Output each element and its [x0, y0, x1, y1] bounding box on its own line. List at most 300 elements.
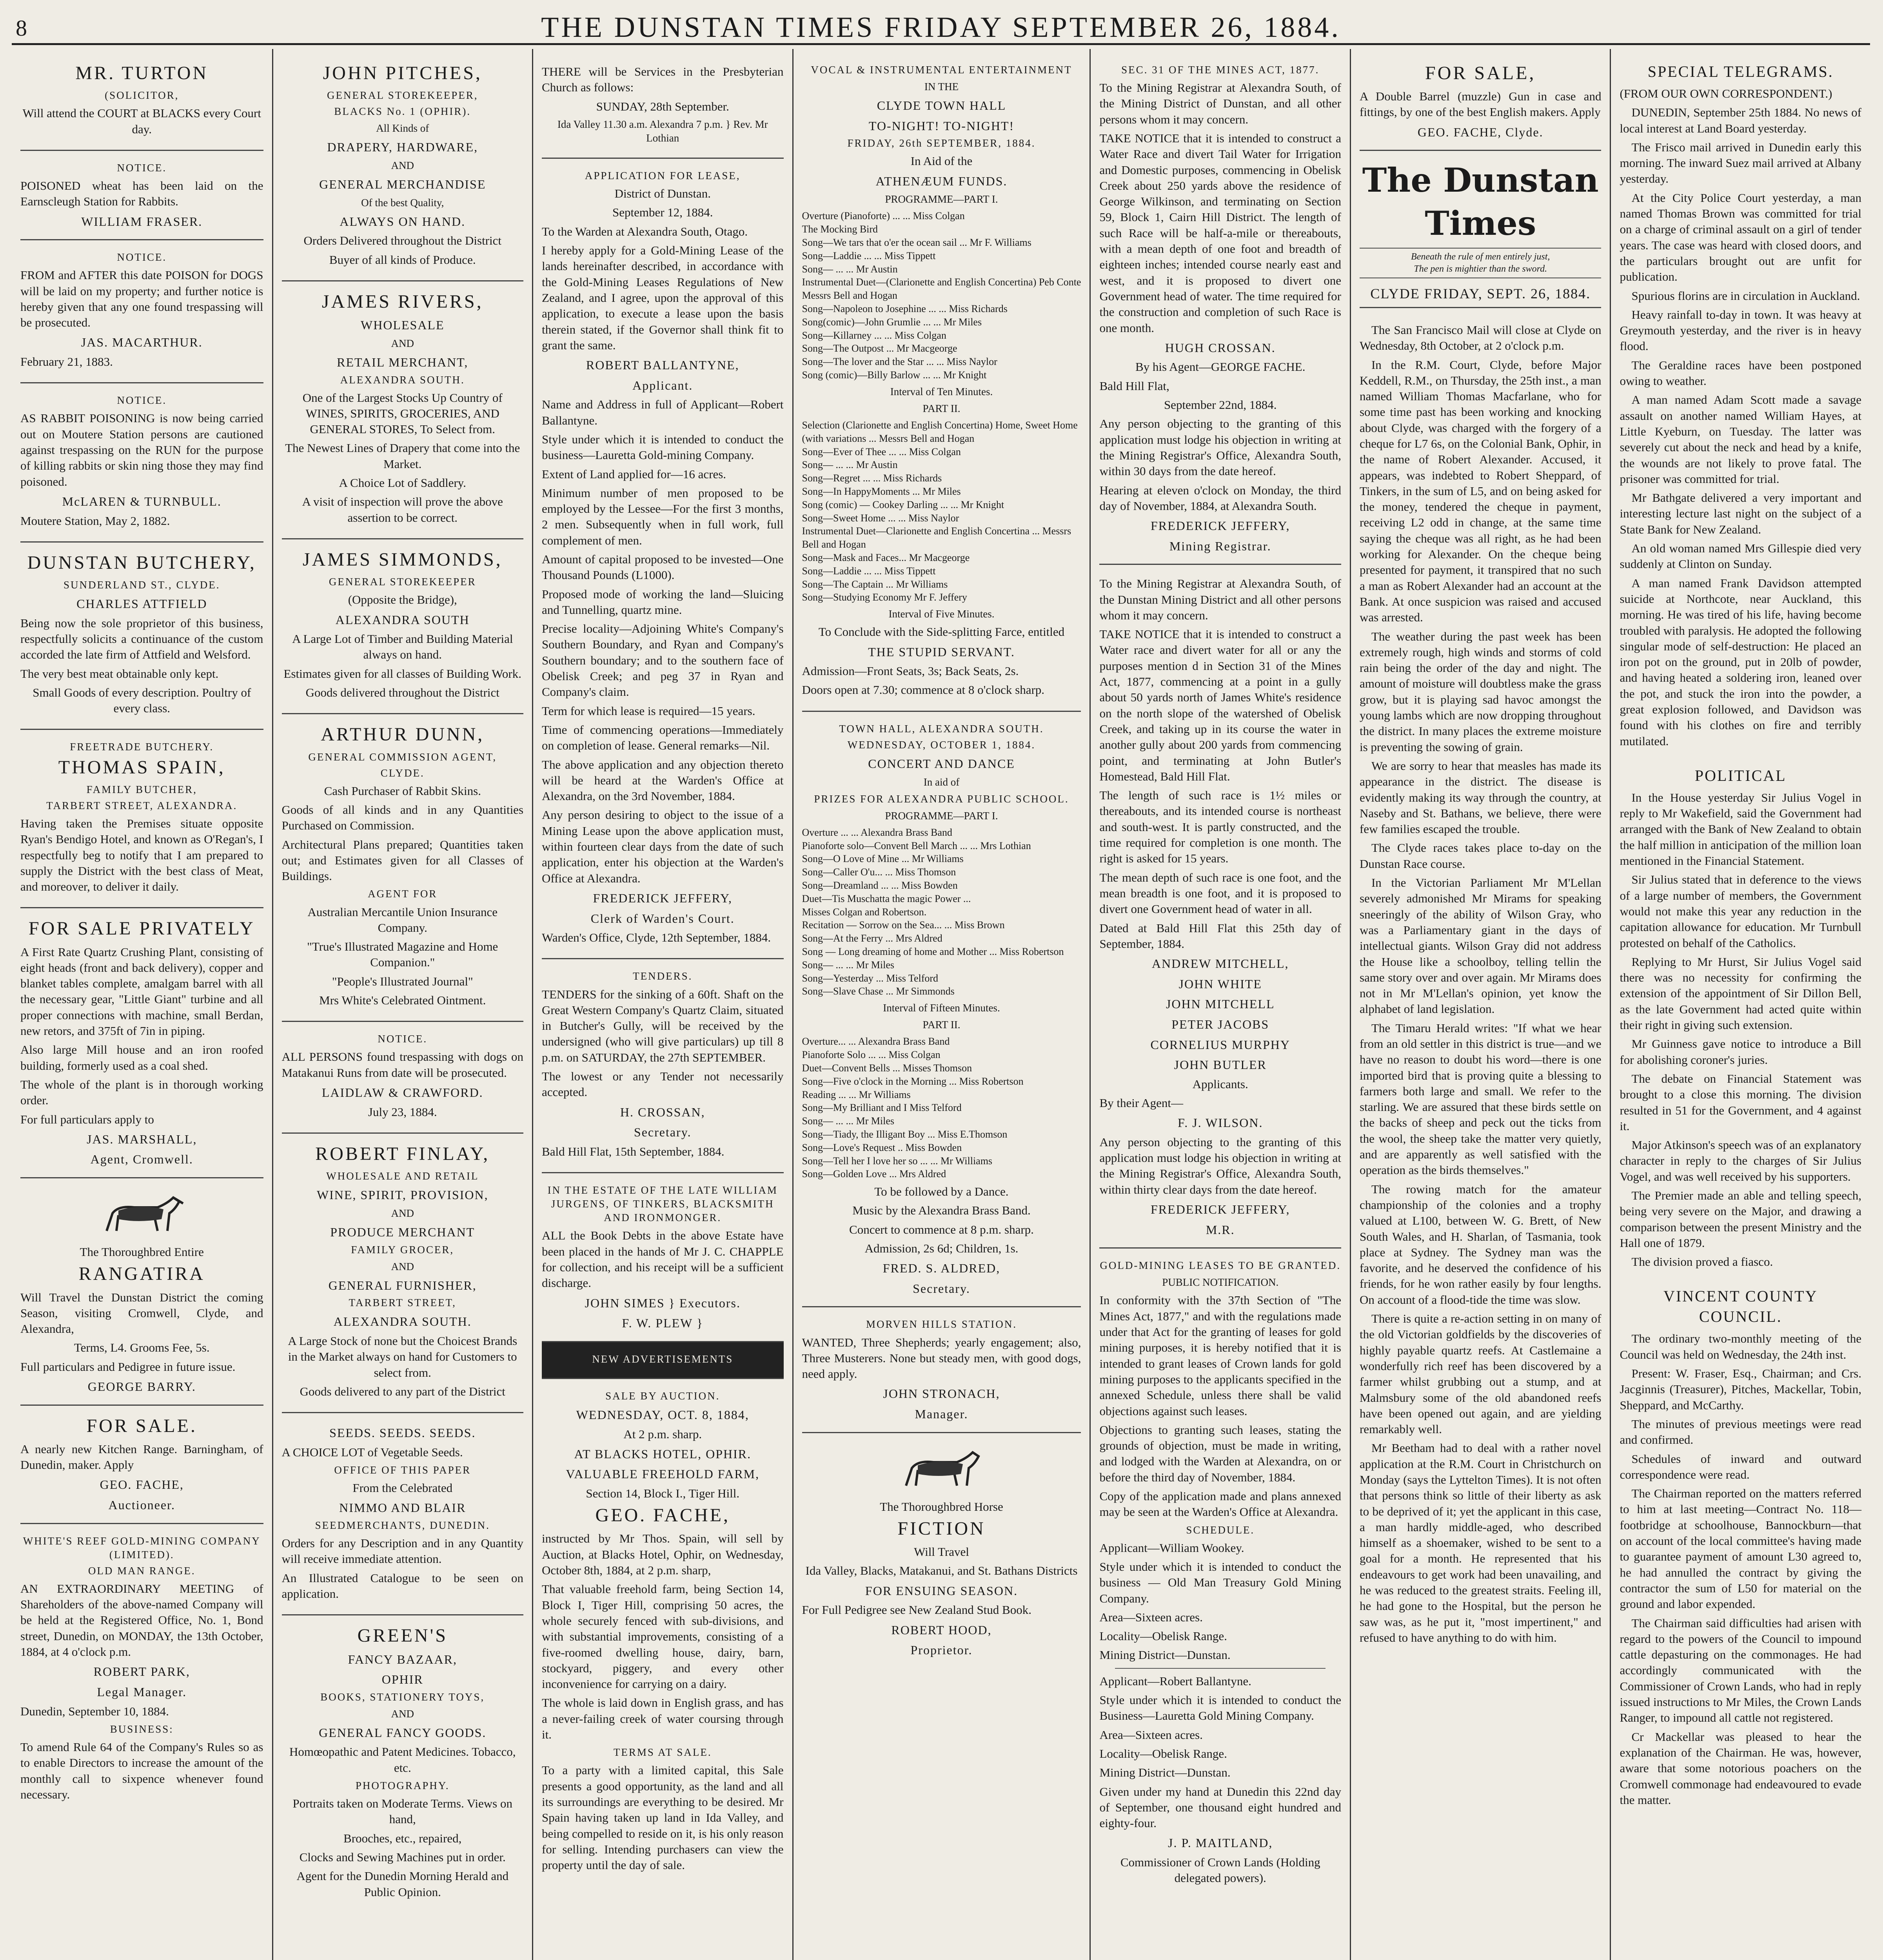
motto-line: Beneath the rule of men entirely just,: [1411, 251, 1550, 262]
ad-heading: FOR SALE.: [86, 1415, 197, 1436]
ad-text: AND: [391, 1207, 414, 1219]
ad-text: AND: [391, 1260, 414, 1272]
ad-subheading: TERMS AT SALE.: [613, 1746, 712, 1759]
ad-heading: SEEDS. SEEDS. SEEDS.: [329, 1426, 476, 1440]
editorial-dateline: CLYDE FRIDAY, SEPT. 26, 1884.: [1360, 285, 1602, 308]
programme-item: Song—Tiady, the Illigant Boy ... Miss E.Thomson: [802, 1128, 1008, 1140]
ad-text: THERE will be Services in the Presbyterian Church as follows:: [542, 65, 784, 94]
ad-text: The Thoroughbred Horse: [880, 1499, 1003, 1514]
column-4: [792, 49, 1090, 1960]
ad-text: The length of such race is 1½ miles or thereabouts, and its intended course is northeast and south-west. It is partly constructed, and the time required for completion is one month. The right is asked for 15 years.: [1099, 788, 1341, 866]
ad-heading: VOCAL & INSTRUMENTAL ENTERTAINMENT: [811, 64, 1072, 76]
ad-text: Buyer of all kinds of Produce.: [329, 252, 476, 267]
ad-signature: J. P. MAITLAND,: [1168, 1836, 1273, 1850]
concert-programme-part-2: [802, 1035, 1081, 1181]
ad-text: In aid of: [923, 776, 960, 788]
ad-text: A Double Barrel (muzzle) Gun in case and fittings, by one of the best English makers. Apply: [1359, 89, 1602, 119]
ad-subheading: OLD MAN RANGE.: [88, 1564, 196, 1577]
ad-subheading: GENERAL COMMISSION AGENT,: [308, 751, 497, 763]
ad-signature: F. J. WILSON.: [1177, 1116, 1263, 1130]
ad-for-sale-gun: [1360, 53, 1602, 151]
ad-water-race-mitchell: [1099, 565, 1341, 1249]
ad-text: TAKE NOTICE that it is intended to construct a Water race and divert water for all or any the purposes mention d in Section 31 of the Mines Act, 1877, commencing at a point in a gully about 50 yards north of James White's residence on the north slope of the watershed of Obelisk Creek, and taking up in its course the water in another gully about 200 yards from commencing point, and terminating at John Butler's Homestead, Bald Hill Flat.: [1099, 627, 1341, 783]
ad-name: CHARLES ATTFIELD: [76, 597, 207, 611]
ad-text: The above application and any objection thereto will be heard at the Warden's Office at Alexandra, on the 3rd November, 1884.: [542, 757, 784, 803]
motto-line: The pen is mightier than the sword.: [1414, 263, 1547, 274]
ad-text: ALL PERSONS found trespassing with dogs on Matakanui Runs from date will be prosecuted.: [281, 1050, 524, 1080]
ad-text: Objections to granting such leases, stating the grounds of objection, must be made in writing, and lodged with the Warden at Alexandra, on or before the third day of November, 1884.: [1099, 1423, 1341, 1484]
ad-text: "People's Illustrated Journal": [332, 974, 473, 988]
ad-text: Cash Purchaser of Rabbit Skins.: [324, 784, 481, 798]
ad-text: Applicant—Robert Ballantyne.: [1099, 1674, 1251, 1688]
ad-heading: APPLICATION FOR LEASE,: [585, 170, 741, 182]
ad-signature: M.R.: [1206, 1222, 1235, 1237]
programme-item: Song — Long dreaming of home and Mother ... Miss Robertson: [802, 946, 1064, 957]
programme-item: Song—Napoleon to Josephine ... ... Miss Richards: [802, 303, 1008, 315]
ad-text: District of Dunstan.: [614, 187, 711, 201]
ad-text: Terms, L4. Grooms Fee, 5s.: [74, 1341, 210, 1355]
ad-text: Orders Delivered throughout the District: [303, 234, 501, 248]
ad-signature: JOHN SIMES } Executors.: [585, 1296, 741, 1310]
ad-text: A First Rate Quartz Crushing Plant, consisting of eight heads (front and back delivery), copper and blanket tables complete, amalgam barrel with all the necessary gear, "Little Giant" turbine and all proper connections with machine, small Berdan, new retors, and 375ft of 7in in piping.: [20, 945, 263, 1038]
newspaper-masthead: The Dunstan Times: [1362, 161, 1599, 243]
programme-item: Song—Sweet Home ... ... Miss Naylor: [802, 512, 959, 524]
page-number: 8: [16, 15, 27, 41]
ad-signature: ROBERT BALLANTYNE,: [586, 358, 739, 372]
programme-item: Song (comic) — Cookey Darling ... ... Mr Knight: [802, 499, 1004, 510]
ad-subheading: SUNDERLAND ST., CLYDE.: [63, 579, 220, 591]
ad-text: To Conclude with the Side-splitting Farce, entitled: [818, 625, 1065, 639]
ad-heading: JOHN PITCHES,: [323, 63, 482, 83]
ad-tenders: [542, 959, 784, 1173]
ad-heading: MR. TURTON: [75, 63, 209, 83]
programme-item: Overture... ... Alexandra Brass Band: [802, 1036, 950, 1047]
programme-item: Song—Laddie ... ... Miss Tippett: [802, 565, 936, 577]
ad-address: TARBERT STREET, ALEXANDRA.: [46, 799, 238, 811]
ad-text: Mrs White's Celebrated Ointment.: [319, 993, 486, 1007]
programme-item: Song—Killarney ... ... Miss Colgan: [802, 329, 946, 341]
news-paragraph: A man named Adam Scott made a savage assault on another named William Hayes, at Little Kyeburn, on Tuesday. The latter was severely cut about the neck and head by a knife, the wounds are not likely to prove fatal. The prisoner was committed for trial.: [1620, 393, 1861, 486]
programme-item: Song—The Captain ... Mr Williams: [802, 578, 948, 590]
ad-date: Dunedin, September 10, 1884.: [20, 1704, 169, 1718]
ad-signature: Commissioner of Crown Lands (Holding delegated powers).: [1120, 1855, 1320, 1885]
ad-text: Full particulars and Pedigree in future issue.: [20, 1359, 236, 1374]
ad-seeds: [282, 1413, 524, 1615]
ad-heading: FREETRADE BUTCHERY.: [70, 741, 214, 753]
ad-signature: GEORGE BARRY.: [87, 1379, 196, 1394]
ad-text: Style under which it is intended to conduct the Business—Lauretta Gold Mining Company.: [1099, 1693, 1341, 1723]
news-paragraph: Heavy rainfall to-day in town. It was heavy at Greymouth yesterday, and the river is in heavy flood.: [1620, 307, 1861, 353]
ad-water-race-crossan: [1099, 53, 1341, 565]
ad-heading: NOTICE.: [378, 1033, 428, 1045]
programme-item: Overture ... ... Alexandra Brass Band: [802, 826, 952, 838]
ad-subheading: CONCERT AND DANCE: [868, 756, 1015, 771]
ad-text: By their Agent—: [1099, 1096, 1184, 1110]
programme-item: Selection (Clarionette and English Concertina) Home, Sweet Home (with variations ... Messrs Bell and Hogan: [802, 419, 1078, 444]
ad-signature: WILLIAM FRASER.: [81, 214, 203, 229]
news-paragraph: The Chairman reported on the matters referred to him at last meeting—Contract No. 118—footbridge at schoolhouse, Bannockburn—that on account of the local committee's having made to guarantee payment of amount L30 agreed to, he had annulled the contract by giving the contractor the sum of L50 for material on the ground and labor expended.: [1620, 1486, 1861, 1611]
ad-text: Concert to commence at 8 p.m. sharp.: [849, 1222, 1034, 1236]
ad-text: Homœopathic and Patent Medicines. Tobacco, etc.: [289, 1745, 516, 1775]
programme-item: Duet—Convent Bells ... Misses Thomson: [802, 1062, 972, 1074]
news-paragraph: Mr Bathgate delivered a very important and interesting lecture last night on the subject of a State Bank for New Zealand.: [1620, 491, 1861, 536]
ad-date: WEDNESDAY, OCT. 8, 1884,: [576, 1407, 749, 1422]
horse-illustration-icon: [894, 1446, 988, 1494]
ad-subheading: BUSINESS:: [110, 1723, 174, 1735]
programme-part-1: [802, 209, 1081, 381]
ad-text: Precise locality—Adjoining White's Company's Southern Boundary, and Ryan and Company's Southern boundary; and to the southern face of Obelisk Creek; and peg 37 in Ryan and Company's claim.: [542, 622, 784, 699]
ad-text: Small Goods of every description. Poultry of every class.: [33, 685, 251, 715]
ad-signature: McLAREN & TURNBULL.: [62, 494, 222, 508]
ad-text: PRODUCE MERCHANT: [330, 1225, 475, 1239]
ad-heading: SEC. 31 OF THE MINES ACT, 1877.: [1121, 64, 1320, 76]
ad-text: A Choice Lot of Saddlery.: [339, 476, 466, 490]
ad-heading: FICTION: [897, 1518, 986, 1539]
ad-text: Clocks and Sewing Machines put in order.: [299, 1850, 506, 1864]
ad-text: The Thoroughbred Entire: [80, 1245, 204, 1259]
ad-text: Having taken the Premises situate opposite Ryan's Bendigo Hotel, and known as O'Regan's, I respectfully beg to notify that I am prepared to supply the District with the best class of Meat, and moreover, to deliver it daily.: [20, 816, 263, 894]
section-banner: NEW ADVERTISEMENTS: [592, 1353, 734, 1365]
news-paragraph: Major Atkinson's speech was of an explanatory character in reply to the charges of Sir Julius Vogel, and was well received by his supporters.: [1620, 1138, 1861, 1183]
ad-text: Mining District—Dunstan.: [1099, 1766, 1231, 1780]
news-paragraph: The Chairman said difficulties had arisen with regard to the powers of the Council to impound cattle depasturing on the commonages. He had accordingly communicated with the Commissioner of Crown Lands, who had in reply issued instructions to Mr Miles, the Crown Lands Ranger, to impound all cattle not registered.: [1620, 1616, 1861, 1725]
ad-subheading: TO-NIGHT! TO-NIGHT!: [868, 118, 1015, 133]
programme-item: Song—Slave Chase ... Mr Simmonds: [802, 985, 955, 997]
news-paragraph: An old woman named Mrs Gillespie died very suddenly at Clinton on Sunday.: [1620, 541, 1861, 571]
ad-signature: Secretary.: [913, 1281, 970, 1296]
ad-text: To a party with a limited capital, this Sale presents a good opportunity, as the land and all its surroundings are everything to be desired. Mr Spain having taken up land in Ida Valley, and being compelled to reside on it, is his only reason for selling. Intending purchasers can view the property until the day of sale.: [542, 1763, 784, 1872]
ad-text: Mining District—Dunstan.: [1099, 1648, 1231, 1662]
ad-address: TARBERT STREET,: [349, 1297, 456, 1309]
ad-subheading: ATHENÆUM FUNDS.: [875, 174, 1008, 188]
applicant-name: JOHN WHITE: [1178, 976, 1262, 991]
ad-signature: FREDERICK JEFFERY,: [1150, 519, 1290, 533]
ad-heading: ROBERT FINLAY,: [315, 1143, 490, 1164]
programme-item: Song— ... ... Mr Miles: [802, 1115, 894, 1127]
programme-item: Song—Love's Request .. Miss Bowden: [802, 1142, 962, 1153]
ad-subheading: FOR ENSUING SEASON.: [865, 1583, 1018, 1598]
ad-text: Ida Valley, Blacks, Matakanui, and St. Bathans Districts: [805, 1564, 1078, 1578]
ad-text: Portraits taken on Moderate Terms. Views on hand,: [292, 1797, 512, 1826]
ad-vocal-entertainment: [802, 53, 1081, 712]
news-paragraph: The San Francisco Mail will close at Clyde on Wednesday, 8th October, at 2 o'clock p.m.: [1359, 323, 1602, 353]
columns: [12, 49, 1870, 1960]
ad-text: By his Agent—GEORGE FACHE.: [1135, 360, 1306, 374]
ad-for-sale-privately: [20, 908, 263, 1178]
ad-heading: IN THE ESTATE OF THE LATE WILLIAM JURGENS, OF TINKERS, BLACKSMITH AND IRONMONGER.: [547, 1184, 778, 1224]
ad-text: The lowest or any Tender not necessarily accepted.: [542, 1069, 784, 1099]
ad-subheading: PUBLIC NOTIFICATION.: [1162, 1276, 1279, 1289]
ad-heading: GREEN'S: [357, 1625, 448, 1646]
column-1: [12, 49, 272, 1960]
ad-text: (Opposite the Bridge),: [348, 593, 457, 607]
ad-fiction-horse: [802, 1433, 1081, 1668]
ad-signature: JAS. MARSHALL,: [87, 1132, 197, 1146]
programme-item: Song—Ever of Thee ... ... Miss Colgan: [802, 446, 961, 457]
ad-text: For Full Pedigree see New Zealand Stud Book.: [802, 1603, 1031, 1617]
programme-heading: PART II.: [922, 402, 961, 414]
applicant-name: JOHN BUTLER: [1174, 1058, 1267, 1072]
news-paragraph: Schedules of inward and outward correspondence were read.: [1620, 1452, 1861, 1481]
ad-notice-poison-wheat: [20, 151, 263, 240]
ad-text: One of the Largest Stocks Up Country of WINES, SPIRITS, GROCERIES, AND GENERAL STORES, To Select from.: [302, 390, 503, 436]
ad-text: Any person objecting to the granting of this application must lodge his objection in writing at the Mining Registrar's Office, Alexandra South, within 30 days from the date hereof.: [1099, 417, 1341, 478]
ad-subheading: WHOLESALE: [361, 318, 445, 332]
ad-signature: Applicant.: [632, 378, 693, 392]
ad-heading: TOWN HALL, ALEXANDRA SOUTH.: [839, 722, 1044, 735]
ad-text: To the Mining Registrar at Alexandra South, of the Mining District of Dunstan, and all other persons whom it may concern.: [1099, 81, 1341, 126]
programme-item: Song— ... ... Mr Austin: [802, 459, 898, 471]
ad-signature: Proprietor.: [910, 1643, 973, 1657]
ad-text: instructed by Mr Thos. Spain, will sell by Auction, at Blacks Hotel, Ophir, on Wednesday, October 8th, 1884, at 2 p.m. sharp,: [542, 1532, 784, 1577]
ad-rangatira: [20, 1178, 263, 1406]
ad-gold-mining-leases: [1099, 1249, 1341, 1898]
ad-subheading: PRIZES FOR ALEXANDRA PUBLIC SCHOOL.: [814, 793, 1069, 805]
ad-text: To be followed by a Dance.: [874, 1185, 1009, 1199]
programme-item: Song— ... ... Mr Miles: [802, 959, 894, 971]
ad-text: Agent for the Dunedin Morning Herald and Public Opinion.: [296, 1869, 509, 1899]
ad-subheading: CLYDE TOWN HALL: [877, 98, 1006, 113]
ad-text: Style under which it is intended to conduct the business — Old Man Treasury Gold Mining Company.: [1099, 1559, 1341, 1605]
ad-text: Music by the Alexandra Brass Band.: [852, 1203, 1031, 1218]
ad-text: Interval of Five Minutes.: [888, 608, 995, 620]
ad-subheading: (SOLICITOR,: [105, 89, 179, 102]
ad-text: Goods delivered to any part of the District: [300, 1384, 505, 1398]
news-paragraph: In the R.M. Court, Clyde, before Major Keddell, R.M., on Thursday, the 25th inst., a man named William Thomas Macfarlane, who for some time past has been working and knocking about Clyde, was charged with the forgery of a cheque for L7 6s, on the Colonial Bank, Ophir, in the name of Robert Alexander. Accused, it appears, was indebted to Robert Sheppard, of Tinkers, in the sum of L5, and on being asked for the money, tendered the cheque in payment, receiving L2 odd in change, at the same time saying the cheque was all right, as he had been working for Alexander. On the cheque being presented for payment, it transpired that no such a man as Robert Alexander had an account at the Bank. At once suspicion was raised and accused was arrested.: [1359, 358, 1602, 624]
ad-turton: [20, 53, 263, 151]
ad-text: DRAPERY, HARDWARE,: [327, 140, 478, 154]
news-paragraph: At the City Police Court yesterday, a man named Thomas Brown was committed for trial on a charge of criminal assault on a girl of tender years. The case was heard with closed doors, and the particulars brought out are unfit for publication.: [1620, 191, 1861, 284]
news-paragraph: Mr Guinness gave notice to introduce a Bill for abolishing coroner's juries.: [1620, 1037, 1861, 1067]
ad-signature: Auctioneer.: [108, 1497, 175, 1512]
ad-signature: JAS. MACARTHUR.: [81, 335, 203, 350]
programme-item: Song—At the Ferry ... Mrs Aldred: [802, 933, 942, 944]
column-3: [532, 49, 792, 1960]
ad-heading: MORVEN HILLS STATION.: [866, 1318, 1017, 1330]
programme-item: Song—Dreamland ... ... Miss Bowden: [802, 879, 958, 891]
ad-heading: SALE BY AUCTION.: [605, 1390, 720, 1402]
new-advertisements-banner: [542, 1342, 784, 1379]
programme-item: Duet—Tis Muschatta the magic Power ...: [802, 893, 971, 904]
ad-morven-hills: [802, 1307, 1081, 1433]
news-paragraph: There is quite a re-action setting in on many of the old Victorian goldfields by the discoveries of highly payable quartz reefs. At Castlemaine a wonderfully rich reef has been discovered by a farmer whilst grubbing out a stump, and at Malmsbury some of the old abandoned reefs have been opened out again, and are yielding remarkably well.: [1359, 1312, 1602, 1436]
ad-text: An Illustrated Catalogue to be seen on application.: [281, 1571, 524, 1601]
section-heading: POLITICAL: [1694, 766, 1787, 784]
ad-text: AND: [391, 160, 414, 172]
ad-text: BOOKS, STATIONERY TOYS,: [320, 1691, 485, 1703]
ad-signature: JOHN STRONACH,: [883, 1387, 1000, 1401]
news-paragraph: We are sorry to hear that measles has made its appearance in the district. The disease is evidently making its way through the country, at Naseby and St. Bathans, we believe, there were few families escaped the trouble.: [1359, 759, 1602, 836]
ad-address: BLACKS No. 1 (OPHIR).: [334, 105, 471, 118]
ad-subheading: WHOLESALE AND RETAIL: [326, 1170, 479, 1182]
ad-text: FAMILY GROCER,: [351, 1243, 454, 1256]
news-paragraph: The debate on Financial Statement was brought to a close this morning. The division resulted in 51 for the Government, and 4 against it.: [1620, 1071, 1861, 1133]
news-paragraph: The Frisco mail arrived in Dunedin early this morning. The inward Suez mail arrived at Albany yesterday.: [1620, 140, 1861, 186]
ad-text: Will attend the COURT at BLACKS every Court day.: [22, 106, 261, 136]
programme-item: The Mocking Bird: [802, 223, 878, 235]
ad-text: AND: [391, 337, 414, 349]
ad-text: Estimates given for all classes of Building Work.: [283, 666, 521, 681]
ad-signature: H. CROSSAN,: [620, 1105, 705, 1119]
ad-text: The whole of the plant is in thorough working order.: [20, 1077, 263, 1107]
ad-text: Amount of capital proposed to be invested—One Thousand Pounds (L1000).: [542, 552, 784, 582]
programme-item: Song—Golden Love ... Mrs Aldred: [802, 1168, 946, 1180]
ad-address: OPHIR: [381, 1672, 423, 1687]
ad-heading: GOLD-MINING LEASES TO BE GRANTED.: [1100, 1259, 1341, 1272]
ad-text: FROM and AFTER this date POISON for DOGS will be laid on my property; and further notice is hereby given that any one found trespassing will be prosecuted.: [20, 268, 263, 330]
ad-text: A CHOICE LOT of Vegetable Seeds.: [281, 1445, 463, 1459]
ad-freetrade-butchery: [20, 730, 263, 908]
news-paragraph: The minutes of previous meetings were read and confirmed.: [1620, 1417, 1861, 1447]
ad-text: Name and Address in full of Applicant—Robert Ballantyne.: [542, 397, 784, 427]
programme-item: Reading ... ... Mr Williams: [802, 1089, 911, 1100]
ad-address: ALEXANDRA SOUTH: [335, 612, 470, 627]
ad-dunstan-butchery: [20, 543, 263, 730]
column-6: [1350, 49, 1610, 1960]
ad-heading: ARTHUR DUNN,: [321, 724, 485, 745]
programme-item: Recitation — Sorrow on the Sea... ... Miss Brown: [802, 919, 1005, 931]
ad-date: February 21, 1883.: [20, 355, 113, 369]
ad-subheading: FAMILY BUTCHER,: [86, 783, 197, 795]
ad-signature: Mining Registrar.: [1169, 539, 1271, 553]
programme-item: Song—Regret ... ... Miss Richards: [802, 472, 942, 484]
ad-text: ALWAYS ON HAND.: [340, 214, 466, 229]
ad-text: POISONED wheat has been laid on the Earnscleugh Station for Rabbits.: [20, 178, 263, 209]
ad-sale-by-auction: [542, 1379, 784, 1886]
programme-item: Song—Tell her I love her so ... ... Mr Williams: [802, 1155, 993, 1167]
ad-text: Will Travel the Dunstan District the coming Season, visiting Cromwell, Clyde, and Alexandra,: [20, 1290, 263, 1336]
masthead-motto: [1360, 248, 1602, 278]
ad-signature: FREDERICK JEFFERY,: [1150, 1202, 1290, 1217]
applicant-name: CORNELIUS MURPHY: [1150, 1037, 1290, 1052]
ad-text: I hereby apply for a Gold-Mining Lease of the lands hereinafter described, in accordance with the Gold-Mining Leases Regulations of New Zealand, and I agree, upon the approval of this application, to execute a lease upon the basis therein stated, if the Governor shall think fit to grant the same.: [542, 243, 784, 352]
ad-date: September 22nd, 1884.: [1164, 398, 1277, 412]
ad-signature: FRED. S. ALDRED,: [882, 1261, 1001, 1276]
news-paragraph: The Timaru Herald writes: "If what we hear from an old settler in this district is true—and we have no reason to doubt his word—there is one imported bird that is proving quite a blessing to farmers both large and small. We refer to the starling. We are assured that these birds settle on the backs of sheep and peck out the ticks from the wool, the sheep take the matter very quietly, and are apparently as well satisfied with the operation as the birds themselves.": [1359, 1021, 1602, 1177]
ad-text: A visit of inspection will prove the above assertion to be correct.: [302, 495, 503, 524]
ad-text: Copy of the application made and plans annexed may be seen at the Warden's Office at Alexandra.: [1099, 1489, 1341, 1519]
ad-text: The whole is laid down in English grass, and has a never-failing creek of water coursing through it.: [542, 1696, 784, 1742]
ad-text: To the Mining Registrar at Alexandra South, of the Dunstan Mining District and all other persons whom it may concern.: [1099, 577, 1341, 622]
programme-item: Song—In HappyMoments ... Mr Miles: [802, 485, 961, 497]
news-paragraph: The rowing match for the amateur championship of the colonies and a trophy valued at L100, between W. G. Brett, of New South Wales, and H. Sharlan, of Tasmania, took place at Sydney. The Sydney man was the favorite, and he deserved the confidence of his friends, for he won rather easily by four lengths. On account of a flood-tide the time was slow.: [1359, 1182, 1602, 1307]
ad-alexandra-concert: [802, 712, 1081, 1308]
ad-james-rivers: [282, 281, 524, 539]
programme-item: Song—O Love of Mine ... Mr Williams: [802, 853, 964, 865]
ad-heading: RANGATIRA: [78, 1263, 205, 1285]
ad-text: Given under my hand at Dunedin this 22nd day of September, one thousand eight hundred and eighty-four.: [1099, 1784, 1341, 1830]
ad-text: All Kinds of: [376, 122, 429, 134]
ad-text: At 2 p.m. sharp.: [623, 1427, 702, 1441]
programme-heading: PROGRAMME—PART I.: [885, 809, 998, 822]
ad-text: TAKE NOTICE that it is intended to construct a Water Race and divert Tail Water for Irrigation and Domestic purposes, commencing in Obelisk Creek about 250 yards above the residence of George Wilkinson, and terminating on Section 59, Block 1, Cairn Hill District. The length of such Race will be half-a-mile or thereabouts, with a mean depth of one foot and breadth of eighteen inches; intended course nearly east and west, and it is proposed to divert one Government head of water. The time required for the construction and completion of such Race is one month.: [1099, 131, 1341, 335]
ad-date: Dated at Bald Hill Flat this 25th day of September, 1884.: [1099, 921, 1341, 951]
section-heading: SPECIAL TELEGRAMS.: [1647, 63, 1834, 80]
news-paragraph: The Premier made an able and telling speech, being very severe on the Major, and drawing a comparison between the present Ministry and the Hall one of 1879.: [1620, 1189, 1861, 1250]
programme-heading: PROGRAMME—PART I.: [885, 193, 998, 205]
local-news: [1360, 314, 1602, 1653]
ad-text: Admission—Front Seats, 3s; Back Seats, 2s.: [802, 664, 1019, 678]
programme-item: Song—The lover and the Star ... ... Miss Naylor: [802, 356, 997, 368]
ad-text: Doors open at 7.30; commence at 8 o'clock sharp.: [802, 683, 1045, 697]
ad-text: To the Warden at Alexandra South, Otago.: [542, 224, 748, 238]
ad-text: Style under which it is intended to conduct the business—Lauretta Gold-mining Company.: [542, 432, 784, 462]
news-paragraph: In the House yesterday Sir Julius Vogel in reply to Mr Wakefield, said the Government had arranged with the Bank of New Zealand to obtain the half million in anticipation of the million loan mentioned in the Financial Statement.: [1620, 790, 1861, 868]
column-2: [272, 49, 532, 1960]
programme-item: Pianoforte Solo ... ... Miss Colgan: [802, 1049, 941, 1061]
ad-address: CLYDE.: [380, 767, 425, 779]
ad-subheading: AGENT FOR: [368, 888, 438, 900]
special-telegrams: [1620, 53, 1861, 757]
ad-text: NIMMO AND BLAIR: [339, 1501, 466, 1515]
ad-text: Applicant—William Wookey.: [1099, 1541, 1244, 1555]
ad-text: For full particulars apply to: [20, 1112, 154, 1126]
ad-text: Ida Valley 11.30 a.m. Alexandra 7 p.m. } Rev. Mr Lothian: [557, 118, 768, 144]
programme-item: Song—My Brilliant and I Miss Telford: [802, 1102, 962, 1114]
concert-programme-part-1: [802, 826, 1081, 998]
ad-text: The very best meat obtainable only kept.: [20, 666, 219, 681]
ad-text: Admission, 2s 6d; Children, 1s.: [864, 1241, 1019, 1255]
ad-date: Bald Hill Flat, 15th September, 1884.: [542, 1144, 725, 1158]
ad-date: Moutere Station, May 2, 1882.: [20, 514, 170, 528]
ad-text: Orders for any Description and in any Quantity will receive immediate attention.: [281, 1536, 524, 1566]
ad-text: Bald Hill Flat,: [1099, 379, 1169, 393]
ad-subheading: GENERAL STOREKEEPER,: [327, 89, 478, 102]
vincent-county-council: [1620, 1278, 1861, 1816]
ad-greens-bazaar: [282, 1615, 524, 1913]
ad-text: In Aid of the: [910, 154, 973, 168]
ad-subheading: GENERAL STOREKEEPER: [329, 576, 476, 588]
ad-signature: ROBERT PARK,: [93, 1664, 190, 1679]
ad-text: Hearing at eleven o'clock on Monday, the third day of November, 1884, at Alexandra South.: [1099, 483, 1341, 513]
ad-text: Locality—Obelisk Range.: [1099, 1746, 1227, 1760]
ad-text: Minimum number of men proposed to be employed by the Lessee—For the first 3 months, 2 men. Subsequently when in full work, full complement of men.: [542, 486, 784, 547]
page-header: [12, 8, 1870, 45]
ad-text: Also large Mill house and an iron roofed building, formerly used as a coal shed.: [20, 1043, 263, 1073]
ad-heading: DUNSTAN BUTCHERY,: [27, 552, 256, 573]
ad-text: Goods of all kinds and in any Quantities Purchased on Commission.: [281, 803, 524, 833]
ad-text: To amend Rule 64 of the Company's Rules so as to enable Directors to increase the amount of the monthly call to sixpence whenever found necessary.: [20, 1740, 263, 1801]
ad-lease-application: [542, 159, 784, 959]
ad-text: Term for which lease is required—15 years.: [542, 704, 755, 718]
programme-item: Song—Laddie ... ... Miss Tippett: [802, 250, 936, 261]
ad-subheading: SCHEDULE.: [1186, 1524, 1255, 1536]
ad-text: GENERAL MERCHANDISE: [319, 177, 486, 192]
ad-text: Any person objecting to the granting of this application must lodge his objection in writing at the Mining Registrar's Office, Alexandra South, within thirty clear days from the date hereof.: [1099, 1135, 1341, 1196]
ad-heading: TENDERS.: [633, 970, 693, 982]
programme-part-2: [802, 419, 1081, 604]
ad-text: Area—Sixteen acres.: [1099, 1728, 1203, 1742]
ad-text: Interval of Fifteen Minutes.: [883, 1002, 1000, 1014]
ad-signature: Manager.: [915, 1407, 968, 1421]
programme-item: Song(comic)—John Grumlie ... ... Mr Miles: [802, 316, 982, 328]
programme-item: Song—The Outpost ... Mr Macgeorge: [802, 343, 957, 354]
ad-text: Architectural Plans prepared; Quantities taken out; and Estimates given for all Classes of Buildings.: [281, 837, 524, 883]
ad-text: Being now the sole proprietor of this business, respectfully solicits a continuance of the custom accorded the late firm of Attfield and Welsford.: [20, 616, 263, 662]
ad-text: Applicants.: [1192, 1077, 1248, 1091]
programme-item: Song—Yesterday ... Miss Telford: [802, 972, 939, 984]
ad-text: AS RABBIT POISONING is now being carried out on Moutere Station persons are cautioned against trespassing on the RUN for the purpose of killing rabbits or skin ning those they may find poisoned.: [20, 411, 263, 488]
ad-signature: GEO. FACHE, Clyde.: [1417, 125, 1543, 139]
ad-text: Extent of Land applied for—16 acres.: [542, 467, 726, 481]
ad-signature: HUGH CROSSAN.: [1165, 340, 1276, 355]
ad-text: The Newest Lines of Drapery that come into the Market.: [285, 441, 520, 471]
ad-text: The mean depth of such race is one foot, and the mean breadth is one foot, and it is proposed to divert one Government head of water in all.: [1099, 870, 1341, 916]
programme-item: Song—Mask and Faces... Mr Macgeorge: [802, 552, 970, 563]
ad-whites-reef: [20, 1524, 263, 1815]
ad-text: SEEDMERCHANTS, DUNEDIN.: [315, 1519, 490, 1532]
ad-signature: FREDERICK JEFFERY,: [593, 891, 733, 905]
